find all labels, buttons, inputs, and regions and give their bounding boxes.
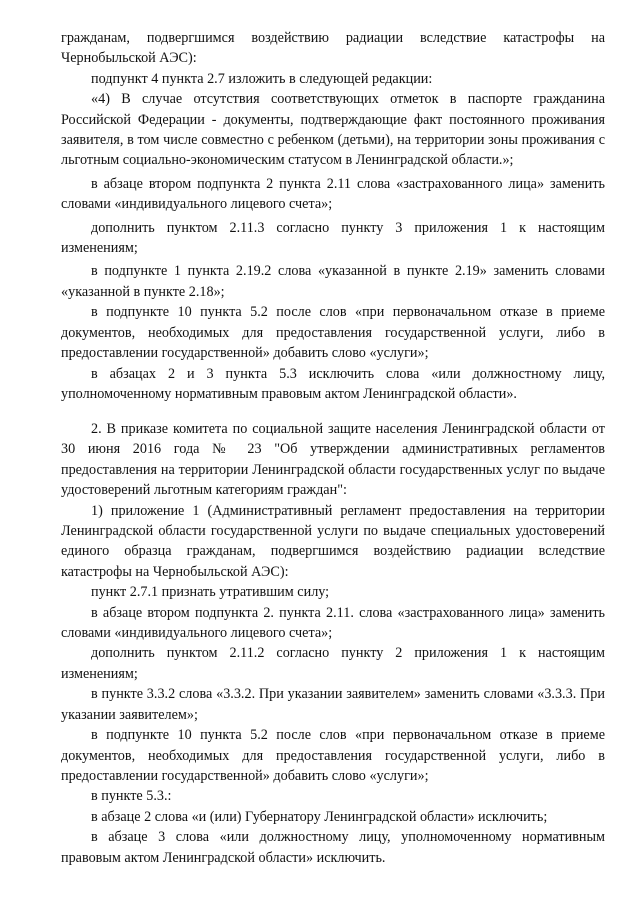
paragraph: в абзаце 2 слова «и (или) Губернатору Ленинградской области» исключить; xyxy=(91,808,548,825)
paragraph: в подпункте 10 пункта 5.2 после слов «при первоначальном отказе в приеме документов, необходимых для предоставления государственной услуги, либо в предоставлении государственной» добавить слово «услуги»; xyxy=(61,304,605,362)
paragraph: в подпункте 1 пункта 2.19.2 слова «указанной в пункте 2.19» заменить словами «указанной в пункте 2.18»; xyxy=(61,263,605,300)
paragraph: подпункт 4 пункта 2.7 изложить в следующей редакции: xyxy=(91,70,433,87)
paragraph-continuation: гражданам, подвергшимся воздействию радиации вследствие катастрофы на Чернобыльской АЭС): xyxy=(61,30,605,67)
paragraph: 1) приложение 1 (Административный регламент предоставления на территории Ленинградской области государственной услуги по выдаче специальных удостоверений единого образца гражданам, подвергшимся воздействию радиации вследствие катастрофы на Чернобыльской АЭС): xyxy=(61,502,605,580)
paragraph: в абзаце втором подпункта 2. пункта 2.11. слова «застрахованного лица» заменить словами «индивидуального лицевого счета»; xyxy=(61,604,605,642)
paragraph-quoted-text: «4) В случае отсутствия соответствующих отметок в паспорте гражданина Российской Федерации - документы, подтверждающие факт постоянного проживания заявителя, в том числе совместно с ребенком (детьми), на территории зоны проживания с льготным социально-экономическим статусом в Ленинградской области.»; xyxy=(61,91,605,169)
paragraph: в пункте 5.3.: xyxy=(91,788,172,805)
paragraph: пункт 2.7.1 признать утратившим силу; xyxy=(91,584,330,601)
paragraph: в абзаце 3 слова «или должностному лицу, уполномоченному нормативным правовым актом Ленинградской области» исключить. xyxy=(61,829,605,866)
paragraph: в подпункте 10 пункта 5.2 после слов «при первоначальном отказе в приеме документов, необходимых для предоставления государственной услуги, либо в предоставлении государственной» добавить слово «услуги»; xyxy=(61,727,605,784)
amendments-section-2 xyxy=(61,419,605,868)
amendments-section-1 xyxy=(61,28,605,404)
paragraph: в абзаце втором подпункта 2 пункта 2.11 слова «застрахованного лица» заменить словами «индивидуального лицевого счета»; xyxy=(61,175,605,213)
paragraph: в абзацах 2 и 3 пункта 5.3 исключить слова «или должностному лицу, уполномоченному нормативным правовым актом Ленинградской области». xyxy=(61,365,605,402)
paragraph: дополнить пунктом 2.11.3 согласно пункту 3 приложения 1 к настоящим изменениям; xyxy=(61,219,605,257)
section-heading-paragraph: 2. В приказе комитета по социальной защите населения Ленинградской области от 30 июня 2016 года № 23 "Об утверждении административных регламентов предоставления на территории Ленинградской области государственных услуг по выдаче удостоверений льготным категориям граждан": xyxy=(61,421,605,499)
paragraph: дополнить пунктом 2.11.2 согласно пункту 2 приложения 1 к настоящим изменениям; xyxy=(61,645,605,682)
paragraph: в пункте 3.3.2 слова «3.3.2. При указании заявителем» заменить словами «3.3.3. При указании заявителем»; xyxy=(61,686,605,723)
